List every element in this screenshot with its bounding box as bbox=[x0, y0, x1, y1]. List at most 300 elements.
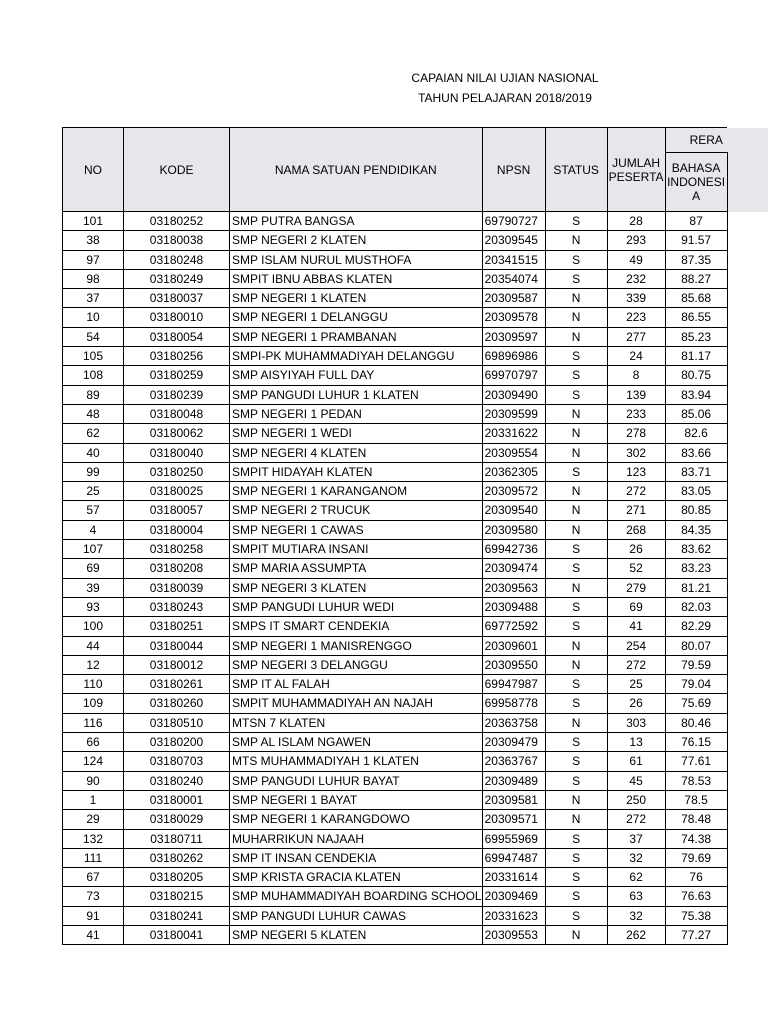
cell-status: N bbox=[545, 636, 607, 655]
table-row bbox=[63, 771, 728, 790]
cell-jumlah: 250 bbox=[607, 790, 665, 809]
cell-npsn: 20331622 bbox=[482, 424, 545, 443]
cell-npsn: 20309599 bbox=[482, 404, 545, 423]
cell-status: S bbox=[545, 366, 607, 385]
cell-status: N bbox=[545, 655, 607, 674]
cell-nama: SMP NEGERI 1 BAYAT bbox=[230, 790, 483, 809]
cell-nama: SMP KRISTA GRACIA KLATEN bbox=[230, 868, 483, 887]
cell-jumlah: 262 bbox=[607, 925, 665, 944]
col-header-bahasa-indonesia: BAHASA INDONESI A bbox=[665, 153, 727, 212]
report-title: CAPAIAN NILAI UJIAN NASIONAL bbox=[411, 71, 599, 85]
cell-kode: 03180038 bbox=[124, 231, 230, 250]
cell-status: S bbox=[545, 733, 607, 752]
cell-npsn: 69947487 bbox=[482, 848, 545, 867]
cell-no: 25 bbox=[63, 482, 124, 501]
table-row bbox=[63, 636, 728, 655]
cell-nama: SMP NEGERI 1 KARANGANOM bbox=[230, 482, 483, 501]
cell-jumlah: 52 bbox=[607, 559, 665, 578]
cell-kode: 03180041 bbox=[124, 925, 230, 944]
cell-bahasa-indonesia: 85.06 bbox=[665, 404, 727, 423]
cell-npsn: 69772592 bbox=[482, 617, 545, 636]
cell-bahasa-indonesia: 84.35 bbox=[665, 520, 727, 539]
table-row bbox=[63, 424, 728, 443]
cell-status: N bbox=[545, 713, 607, 732]
cell-kode: 03180001 bbox=[124, 790, 230, 809]
cell-kode: 03180029 bbox=[124, 810, 230, 829]
table-row bbox=[63, 694, 728, 713]
cell-jumlah: 13 bbox=[607, 733, 665, 752]
cell-status: S bbox=[545, 597, 607, 616]
cell-nama: SMP PUTRA BANGSA bbox=[230, 212, 483, 231]
cell-npsn: 69790727 bbox=[482, 212, 545, 231]
cell-npsn: 20362305 bbox=[482, 462, 545, 481]
cell-npsn: 69942736 bbox=[482, 540, 545, 559]
cell-nama: MTS MUHAMMADIYAH 1 KLATEN bbox=[230, 752, 483, 771]
table-row bbox=[63, 212, 728, 231]
cell-kode: 03180261 bbox=[124, 675, 230, 694]
cell-npsn: 20309479 bbox=[482, 733, 545, 752]
cell-nama: SMPIT MUTIARA INSANI bbox=[230, 540, 483, 559]
cell-nama: SMP MARIA ASSUMPTA bbox=[230, 559, 483, 578]
cell-jumlah: 232 bbox=[607, 269, 665, 288]
cell-npsn: 20309554 bbox=[482, 443, 545, 462]
cell-nama: SMP PANGUDI LUHUR BAYAT bbox=[230, 771, 483, 790]
cell-status: S bbox=[545, 269, 607, 288]
cell-npsn: 20309553 bbox=[482, 925, 545, 944]
cell-bahasa-indonesia: 83.62 bbox=[665, 540, 727, 559]
cell-kode: 03180004 bbox=[124, 520, 230, 539]
cell-npsn: 20309581 bbox=[482, 790, 545, 809]
cell-kode: 03180703 bbox=[124, 752, 230, 771]
col-header-nama: NAMA SATUAN PENDIDIKAN bbox=[230, 128, 483, 212]
cell-npsn: 20309580 bbox=[482, 520, 545, 539]
table-row bbox=[63, 906, 728, 925]
cell-npsn: 69970797 bbox=[482, 366, 545, 385]
cell-jumlah: 139 bbox=[607, 385, 665, 404]
cell-npsn: 20309572 bbox=[482, 482, 545, 501]
cell-no: 62 bbox=[63, 424, 124, 443]
cell-bahasa-indonesia: 82.6 bbox=[665, 424, 727, 443]
cell-jumlah: 293 bbox=[607, 231, 665, 250]
table-row bbox=[63, 752, 728, 771]
cell-nama: SMP NEGERI 1 PRAMBANAN bbox=[230, 327, 483, 346]
cell-bahasa-indonesia: 85.68 bbox=[665, 289, 727, 308]
cell-bahasa-indonesia: 79.59 bbox=[665, 655, 727, 674]
cell-bahasa-indonesia: 82.29 bbox=[665, 617, 727, 636]
cell-nama: SMP NEGERI 1 KLATEN bbox=[230, 289, 483, 308]
cell-npsn: 20309545 bbox=[482, 231, 545, 250]
cell-npsn: 20309571 bbox=[482, 810, 545, 829]
cell-npsn: 20309469 bbox=[482, 887, 545, 906]
cell-bahasa-indonesia: 81.21 bbox=[665, 578, 727, 597]
cell-bahasa-indonesia: 77.27 bbox=[665, 925, 727, 944]
cell-status: N bbox=[545, 327, 607, 346]
cell-status: N bbox=[545, 520, 607, 539]
cell-npsn: 20309550 bbox=[482, 655, 545, 674]
cell-no: 10 bbox=[63, 308, 124, 327]
cell-npsn: 20309540 bbox=[482, 501, 545, 520]
cell-npsn: 20309563 bbox=[482, 578, 545, 597]
cell-kode: 03180240 bbox=[124, 771, 230, 790]
cell-status: N bbox=[545, 443, 607, 462]
table-row bbox=[63, 462, 728, 481]
cell-nama: SMP IT AL FALAH bbox=[230, 675, 483, 694]
cell-status: N bbox=[545, 810, 607, 829]
cell-bahasa-indonesia: 83.71 bbox=[665, 462, 727, 481]
cell-kode: 03180259 bbox=[124, 366, 230, 385]
results-table bbox=[62, 127, 728, 945]
cell-kode: 03180062 bbox=[124, 424, 230, 443]
cell-jumlah: 279 bbox=[607, 578, 665, 597]
cell-no: 97 bbox=[63, 250, 124, 269]
cell-status: S bbox=[545, 694, 607, 713]
cell-no: 4 bbox=[63, 520, 124, 539]
cell-npsn: 20309578 bbox=[482, 308, 545, 327]
cell-bahasa-indonesia: 78.48 bbox=[665, 810, 727, 829]
cell-status: S bbox=[545, 347, 607, 366]
cell-no: 69 bbox=[63, 559, 124, 578]
col-header-status: STATUS bbox=[545, 128, 607, 212]
col-header-kode: KODE bbox=[124, 128, 230, 212]
cell-kode: 03180510 bbox=[124, 713, 230, 732]
cell-bahasa-indonesia: 88.27 bbox=[665, 269, 727, 288]
cell-status: S bbox=[545, 906, 607, 925]
cell-bahasa-indonesia: 83.05 bbox=[665, 482, 727, 501]
cell-nama: SMP NEGERI 1 PEDAN bbox=[230, 404, 483, 423]
cell-kode: 03180241 bbox=[124, 906, 230, 925]
cell-kode: 03180037 bbox=[124, 289, 230, 308]
cell-no: 89 bbox=[63, 385, 124, 404]
cell-nama: SMP NEGERI 3 DELANGGU bbox=[230, 655, 483, 674]
cell-bahasa-indonesia: 75.38 bbox=[665, 906, 727, 925]
cell-jumlah: 277 bbox=[607, 327, 665, 346]
table-row bbox=[63, 443, 728, 462]
cell-bahasa-indonesia: 76.63 bbox=[665, 887, 727, 906]
table-row bbox=[63, 327, 728, 346]
table-row bbox=[63, 578, 728, 597]
cell-status: S bbox=[545, 848, 607, 867]
cell-no: 29 bbox=[63, 810, 124, 829]
cell-bahasa-indonesia: 80.07 bbox=[665, 636, 727, 655]
cell-jumlah: 41 bbox=[607, 617, 665, 636]
table-row bbox=[63, 848, 728, 867]
cell-npsn: 20309601 bbox=[482, 636, 545, 655]
cell-no: 67 bbox=[63, 868, 124, 887]
cell-status: S bbox=[545, 385, 607, 404]
cell-kode: 03180010 bbox=[124, 308, 230, 327]
cell-kode: 03180208 bbox=[124, 559, 230, 578]
cell-bahasa-indonesia: 83.94 bbox=[665, 385, 727, 404]
table-row bbox=[63, 269, 728, 288]
table-row bbox=[63, 597, 728, 616]
cell-no: 57 bbox=[63, 501, 124, 520]
cell-nama: SMP NEGERI 1 KARANGDOWO bbox=[230, 810, 483, 829]
cell-status: S bbox=[545, 559, 607, 578]
cell-nama: SMP PANGUDI LUHUR CAWAS bbox=[230, 906, 483, 925]
cell-no: 73 bbox=[63, 887, 124, 906]
cell-no: 1 bbox=[63, 790, 124, 809]
table-row bbox=[63, 713, 728, 732]
cell-jumlah: 63 bbox=[607, 887, 665, 906]
cell-no: 41 bbox=[63, 925, 124, 944]
cell-jumlah: 24 bbox=[607, 347, 665, 366]
cell-npsn: 20309597 bbox=[482, 327, 545, 346]
table-row bbox=[63, 347, 728, 366]
col-header-no: NO bbox=[63, 128, 124, 212]
cell-npsn: 20309587 bbox=[482, 289, 545, 308]
cell-status: S bbox=[545, 540, 607, 559]
cell-no: 107 bbox=[63, 540, 124, 559]
cell-no: 132 bbox=[63, 829, 124, 848]
cell-kode: 03180012 bbox=[124, 655, 230, 674]
cell-kode: 03180258 bbox=[124, 540, 230, 559]
table-row bbox=[63, 385, 728, 404]
cell-npsn: 20331623 bbox=[482, 906, 545, 925]
cell-jumlah: 302 bbox=[607, 443, 665, 462]
cell-jumlah: 233 bbox=[607, 404, 665, 423]
cell-kode: 03180256 bbox=[124, 347, 230, 366]
cell-nama: SMP NEGERI 2 TRUCUK bbox=[230, 501, 483, 520]
cell-kode: 03180025 bbox=[124, 482, 230, 501]
table-row bbox=[63, 501, 728, 520]
cell-status: S bbox=[545, 771, 607, 790]
cell-jumlah: 32 bbox=[607, 848, 665, 867]
table-row bbox=[63, 887, 728, 906]
cell-no: 90 bbox=[63, 771, 124, 790]
table-row bbox=[63, 289, 728, 308]
cell-kode: 03180054 bbox=[124, 327, 230, 346]
col-header-npsn: NPSN bbox=[482, 128, 545, 212]
cell-npsn: 20331614 bbox=[482, 868, 545, 887]
cell-kode: 03180250 bbox=[124, 462, 230, 481]
cell-npsn: 20309474 bbox=[482, 559, 545, 578]
cell-kode: 03180044 bbox=[124, 636, 230, 655]
table-row bbox=[63, 868, 728, 887]
cell-status: N bbox=[545, 482, 607, 501]
cell-jumlah: 61 bbox=[607, 752, 665, 771]
cell-no: 37 bbox=[63, 289, 124, 308]
cell-nama: SMPI-PK MUHAMMADIYAH DELANGGU bbox=[230, 347, 483, 366]
cell-bahasa-indonesia: 86.55 bbox=[665, 308, 727, 327]
cell-no: 39 bbox=[63, 578, 124, 597]
cell-bahasa-indonesia: 75.69 bbox=[665, 694, 727, 713]
cell-status: S bbox=[545, 752, 607, 771]
cell-kode: 03180205 bbox=[124, 868, 230, 887]
cell-status: S bbox=[545, 250, 607, 269]
table-row bbox=[63, 829, 728, 848]
cell-jumlah: 339 bbox=[607, 289, 665, 308]
cell-npsn: 20309490 bbox=[482, 385, 545, 404]
cell-kode: 03180262 bbox=[124, 848, 230, 867]
cell-status: S bbox=[545, 887, 607, 906]
cell-bahasa-indonesia: 79.69 bbox=[665, 848, 727, 867]
cell-bahasa-indonesia: 77.61 bbox=[665, 752, 727, 771]
cell-nama: SMPS IT SMART CENDEKIA bbox=[230, 617, 483, 636]
cell-nama: SMP AL ISLAM NGAWEN bbox=[230, 733, 483, 752]
cell-kode: 03180711 bbox=[124, 829, 230, 848]
cell-npsn: 20341515 bbox=[482, 250, 545, 269]
cell-npsn: 69958778 bbox=[482, 694, 545, 713]
report-subtitle: TAHUN PELAJARAN 2018/2019 bbox=[418, 91, 592, 105]
cell-jumlah: 45 bbox=[607, 771, 665, 790]
cell-status: N bbox=[545, 404, 607, 423]
cell-kode: 03180039 bbox=[124, 578, 230, 597]
cell-status: S bbox=[545, 829, 607, 848]
cell-no: 101 bbox=[63, 212, 124, 231]
cell-nama: SMP NEGERI 1 WEDI bbox=[230, 424, 483, 443]
cell-kode: 03180239 bbox=[124, 385, 230, 404]
cell-kode: 03180252 bbox=[124, 212, 230, 231]
cell-bahasa-indonesia: 79.04 bbox=[665, 675, 727, 694]
cell-nama: SMP NEGERI 5 KLATEN bbox=[230, 925, 483, 944]
cell-nama: MTSN 7 KLATEN bbox=[230, 713, 483, 732]
cell-status: S bbox=[545, 675, 607, 694]
cell-status: N bbox=[545, 925, 607, 944]
cell-no: 91 bbox=[63, 906, 124, 925]
cell-npsn: 20363758 bbox=[482, 713, 545, 732]
cell-no: 54 bbox=[63, 327, 124, 346]
cell-kode: 03180248 bbox=[124, 250, 230, 269]
table-row bbox=[63, 733, 728, 752]
cell-jumlah: 37 bbox=[607, 829, 665, 848]
cell-no: 99 bbox=[63, 462, 124, 481]
table-row bbox=[63, 675, 728, 694]
cell-bahasa-indonesia: 76 bbox=[665, 868, 727, 887]
cell-no: 111 bbox=[63, 848, 124, 867]
cell-nama: MUHARRIKUN NAJAAH bbox=[230, 829, 483, 848]
cell-status: S bbox=[545, 212, 607, 231]
cell-kode: 03180251 bbox=[124, 617, 230, 636]
cell-bahasa-indonesia: 81.17 bbox=[665, 347, 727, 366]
cell-nama: SMP ISLAM NURUL MUSTHOFA bbox=[230, 250, 483, 269]
cell-kode: 03180057 bbox=[124, 501, 230, 520]
cell-kode: 03180260 bbox=[124, 694, 230, 713]
cell-bahasa-indonesia: 83.23 bbox=[665, 559, 727, 578]
cell-nama: SMPIT IBNU ABBAS KLATEN bbox=[230, 269, 483, 288]
cell-bahasa-indonesia: 82.03 bbox=[665, 597, 727, 616]
cell-nama: SMP NEGERI 2 KLATEN bbox=[230, 231, 483, 250]
table-row bbox=[63, 559, 728, 578]
col-group-header-rerata: RERA bbox=[665, 128, 727, 153]
cell-kode: 03180200 bbox=[124, 733, 230, 752]
cell-bahasa-indonesia: 80.75 bbox=[665, 366, 727, 385]
cell-nama: SMPIT HIDAYAH KLATEN bbox=[230, 462, 483, 481]
cell-npsn: 20309489 bbox=[482, 771, 545, 790]
cell-jumlah: 223 bbox=[607, 308, 665, 327]
table-body bbox=[63, 212, 728, 945]
cell-bahasa-indonesia: 87 bbox=[665, 212, 727, 231]
cell-nama: SMP MUHAMMADIYAH BOARDING SCHOOL bbox=[230, 887, 483, 906]
cell-jumlah: 123 bbox=[607, 462, 665, 481]
cell-nama: SMP AISYIYAH FULL DAY bbox=[230, 366, 483, 385]
cell-status: S bbox=[545, 868, 607, 887]
table-row bbox=[63, 655, 728, 674]
cell-no: 116 bbox=[63, 713, 124, 732]
cell-no: 100 bbox=[63, 617, 124, 636]
cell-nama: SMP PANGUDI LUHUR 1 KLATEN bbox=[230, 385, 483, 404]
cell-jumlah: 32 bbox=[607, 906, 665, 925]
cell-status: S bbox=[545, 617, 607, 636]
cell-jumlah: 278 bbox=[607, 424, 665, 443]
cell-jumlah: 254 bbox=[607, 636, 665, 655]
cell-bahasa-indonesia: 87.35 bbox=[665, 250, 727, 269]
table-row bbox=[63, 810, 728, 829]
cell-no: 12 bbox=[63, 655, 124, 674]
table-row bbox=[63, 404, 728, 423]
cell-bahasa-indonesia: 76.15 bbox=[665, 733, 727, 752]
cell-jumlah: 62 bbox=[607, 868, 665, 887]
cell-no: 108 bbox=[63, 366, 124, 385]
cell-nama: SMP NEGERI 4 KLATEN bbox=[230, 443, 483, 462]
cell-bahasa-indonesia: 78.53 bbox=[665, 771, 727, 790]
cell-jumlah: 272 bbox=[607, 810, 665, 829]
cell-jumlah: 272 bbox=[607, 655, 665, 674]
col-header-jumlah-peserta: JUMLAH PESERTA bbox=[607, 128, 665, 212]
cell-nama: SMP IT INSAN CENDEKIA bbox=[230, 848, 483, 867]
cell-nama: SMP PANGUDI LUHUR WEDI bbox=[230, 597, 483, 616]
cell-no: 110 bbox=[63, 675, 124, 694]
table-row bbox=[63, 925, 728, 944]
cell-npsn: 69896986 bbox=[482, 347, 545, 366]
cell-status: N bbox=[545, 790, 607, 809]
cell-status: N bbox=[545, 578, 607, 597]
cell-no: 66 bbox=[63, 733, 124, 752]
cell-kode: 03180249 bbox=[124, 269, 230, 288]
cell-kode: 03180215 bbox=[124, 887, 230, 906]
cell-no: 38 bbox=[63, 231, 124, 250]
table-row bbox=[63, 482, 728, 501]
cell-no: 124 bbox=[63, 752, 124, 771]
cell-jumlah: 271 bbox=[607, 501, 665, 520]
cell-no: 93 bbox=[63, 597, 124, 616]
cell-npsn: 69955969 bbox=[482, 829, 545, 848]
cell-jumlah: 8 bbox=[607, 366, 665, 385]
cell-nama: SMP NEGERI 1 DELANGGU bbox=[230, 308, 483, 327]
cell-status: N bbox=[545, 231, 607, 250]
cell-nama: SMPIT MUHAMMADIYAH AN NAJAH bbox=[230, 694, 483, 713]
cell-jumlah: 26 bbox=[607, 540, 665, 559]
cell-kode: 03180048 bbox=[124, 404, 230, 423]
cell-status: N bbox=[545, 289, 607, 308]
cell-no: 44 bbox=[63, 636, 124, 655]
cell-jumlah: 28 bbox=[607, 212, 665, 231]
cell-kode: 03180243 bbox=[124, 597, 230, 616]
cell-jumlah: 272 bbox=[607, 482, 665, 501]
cell-npsn: 69947987 bbox=[482, 675, 545, 694]
cell-jumlah: 25 bbox=[607, 675, 665, 694]
cell-nama: SMP NEGERI 3 KLATEN bbox=[230, 578, 483, 597]
cell-jumlah: 303 bbox=[607, 713, 665, 732]
cell-npsn: 20363767 bbox=[482, 752, 545, 771]
cell-status: N bbox=[545, 308, 607, 327]
cell-no: 105 bbox=[63, 347, 124, 366]
table-row bbox=[63, 308, 728, 327]
cell-no: 98 bbox=[63, 269, 124, 288]
cell-npsn: 20309488 bbox=[482, 597, 545, 616]
cell-no: 48 bbox=[63, 404, 124, 423]
cell-jumlah: 26 bbox=[607, 694, 665, 713]
cell-bahasa-indonesia: 80.85 bbox=[665, 501, 727, 520]
cell-bahasa-indonesia: 83.66 bbox=[665, 443, 727, 462]
cell-status: S bbox=[545, 462, 607, 481]
cell-jumlah: 49 bbox=[607, 250, 665, 269]
cell-status: N bbox=[545, 424, 607, 443]
table-row bbox=[63, 520, 728, 539]
table-row bbox=[63, 366, 728, 385]
cell-bahasa-indonesia: 85.23 bbox=[665, 327, 727, 346]
cell-bahasa-indonesia: 78.5 bbox=[665, 790, 727, 809]
cell-npsn: 20354074 bbox=[482, 269, 545, 288]
